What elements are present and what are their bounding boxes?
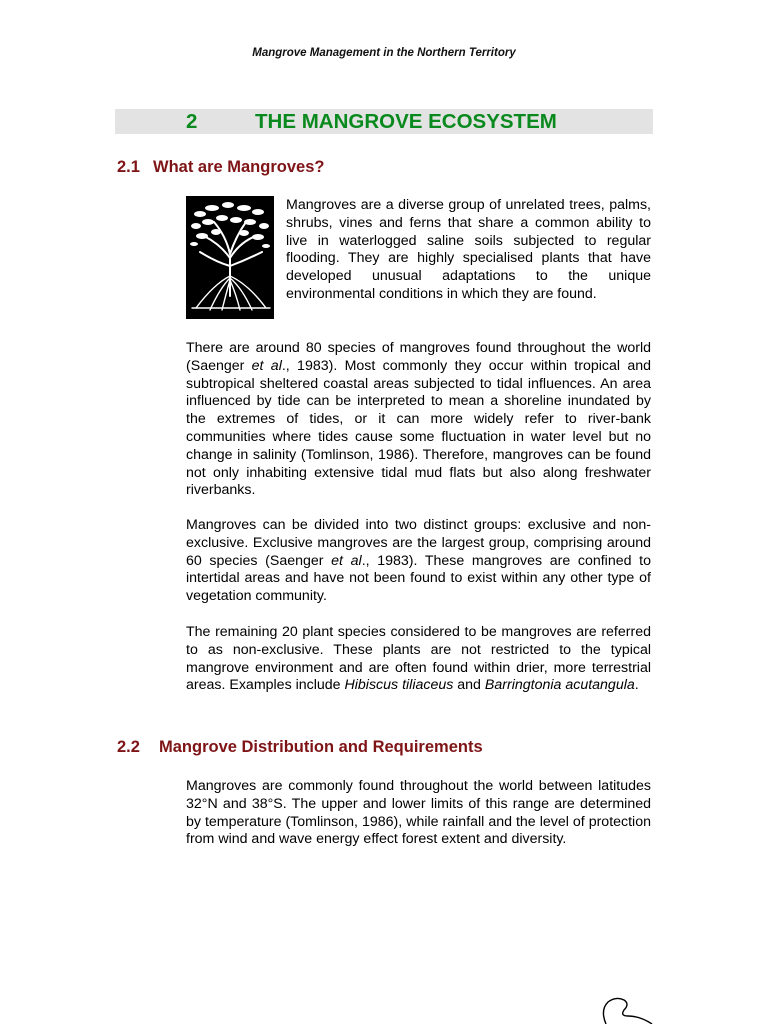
- section-title: What are Mangroves?: [153, 158, 325, 176]
- running-header: Mangrove Management in the Northern Territory: [252, 47, 516, 59]
- paragraph: The remaining 20 plant species considered to be mangroves are referred to as non-exclusive. These plants are not restricted to the typical mangrove environment and are often found within drier, more terrestrial areas. Examples include Hibiscus tiliaceus and Barringtonia acutangula.: [186, 624, 651, 694]
- mangrove-tree-illustration: [186, 196, 274, 319]
- decorative-doodle-icon: [598, 990, 658, 1024]
- section-heading-2-2: [117, 738, 483, 757]
- chapter-title: THE MANGROVE ECOSYSTEM: [255, 110, 557, 133]
- section-number: 2.2: [117, 738, 140, 756]
- paragraph: There are around 80 species of mangroves found throughout the world (Saenger et al., 1983). Most commonly they occur within tropical and subtropical sheltered coastal areas subjected to tidal influences. An area influenced by tide can be interpreted to mean a shoreline inundated by the extremes of tides, or it can more widely refer to river-bank communities where tides cause some fluctuation in water level but no change in salinity (Tomlinson, 1986). Therefore, mangroves can be found not only inhabiting extensive tidal mud flats but also along freshwater riverbanks.: [186, 340, 651, 499]
- section-title: Mangrove Distribution and Requirements: [159, 738, 483, 756]
- section-heading-2-1: [117, 158, 324, 177]
- paragraph: Mangroves are commonly found throughout the world between latitudes 32°N and 38°S. The upper and lower limits of this range are determined by temperature (Tomlinson, 1986), while rainfall and the level of protection from wind and wave energy effect forest extent and diversity.: [186, 778, 651, 848]
- paragraph: Mangroves are a diverse group of unrelated trees, palms, shrubs, vines and ferns that share a common ability to live in waterlogged saline soils subjected to regular flooding. They are highly specialised plants that have developed unusual adaptations to the unique environmental conditions in which they are found.: [286, 197, 651, 302]
- section-number: 2.1: [117, 158, 140, 176]
- chapter-number: 2: [186, 110, 198, 133]
- chapter-heading-bar: [115, 109, 653, 134]
- paragraph: Mangroves can be divided into two distinct groups: exclusive and non-exclusive. Exclusive mangroves are the largest group, comprising around 60 species (Saenger et al., 1983). These mangroves are confined to intertidal areas and have not been found to exist within any other type of vegetation community.: [186, 517, 651, 605]
- mangrove-tree-icon: [186, 196, 274, 319]
